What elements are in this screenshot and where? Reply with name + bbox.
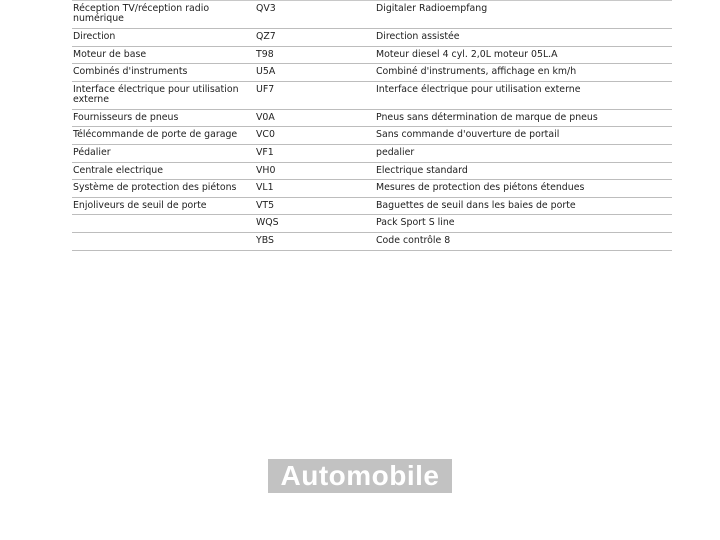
table-row: [72, 1, 672, 29]
option-description: pedalier: [376, 146, 415, 158]
table-row: [72, 145, 672, 163]
table-row: [72, 29, 672, 47]
option-description: Mesures de protection des piétons étendues: [376, 182, 585, 194]
option-code: YBS: [256, 234, 274, 246]
option-label: Télécommande de porte de garage: [73, 129, 238, 141]
option-label: Interface électrique pour utilisation externe: [73, 83, 239, 105]
table-row: [72, 215, 672, 233]
option-label: Enjoliveurs de seuil de porte: [73, 199, 207, 211]
option-code: V0A: [256, 111, 275, 123]
equipment-table: [72, 0, 672, 251]
table-row: [72, 233, 672, 251]
option-code: VF1: [256, 146, 274, 158]
table-row: [72, 64, 672, 82]
option-label: Direction: [73, 31, 116, 42]
option-description: Digitaler Radioempfang: [376, 3, 488, 14]
option-label: [72, 215, 256, 232]
option-description: Electrique standard: [376, 164, 468, 176]
option-label: Pédalier: [73, 146, 111, 158]
option-description: Sans commande d'ouverture de portail: [376, 129, 560, 141]
option-code: UF7: [256, 83, 275, 95]
option-description: Pack Sport S line: [376, 217, 455, 229]
option-code: U5A: [256, 66, 276, 78]
option-label: Centrale electrique: [73, 164, 163, 176]
option-code: VC0: [256, 129, 275, 141]
option-code: QV3: [256, 3, 276, 14]
option-label: Fournisseurs de pneus: [73, 111, 179, 123]
table-row: [72, 82, 672, 110]
option-description: Pneus sans détermination de marque de pneus: [376, 111, 598, 123]
table-row: [72, 180, 672, 198]
option-code: WQS: [256, 217, 279, 229]
option-label: [72, 233, 256, 250]
option-label: Combinés d'instruments: [73, 66, 188, 78]
option-label: Réception TV/réception radio numérique: [73, 3, 210, 24]
option-label: Moteur de base: [73, 48, 147, 60]
table-row: [72, 110, 672, 128]
table-row: [72, 127, 672, 145]
automobile-watermark-logo: Automobile: [268, 459, 452, 493]
option-description: Direction assistée: [376, 31, 460, 42]
option-description: Moteur diesel 4 cyl. 2,0L moteur 05L.A: [376, 48, 558, 60]
option-description: Combiné d'instruments, affichage en km/h: [376, 66, 577, 78]
option-code: T98: [256, 48, 274, 60]
table-row: [72, 47, 672, 65]
option-code: VT5: [256, 199, 275, 211]
option-code: VH0: [256, 164, 276, 176]
option-code: VL1: [256, 182, 274, 194]
option-label: Système de protection des piétons: [73, 182, 237, 194]
option-description: Interface électrique pour utilisation externe: [376, 83, 581, 95]
option-code: QZ7: [256, 31, 276, 42]
option-description: Code contrôle 8: [376, 234, 451, 246]
table-row: [72, 163, 672, 181]
table-row: [72, 198, 672, 216]
option-description: Baguettes de seuil dans les baies de porte: [376, 199, 576, 211]
